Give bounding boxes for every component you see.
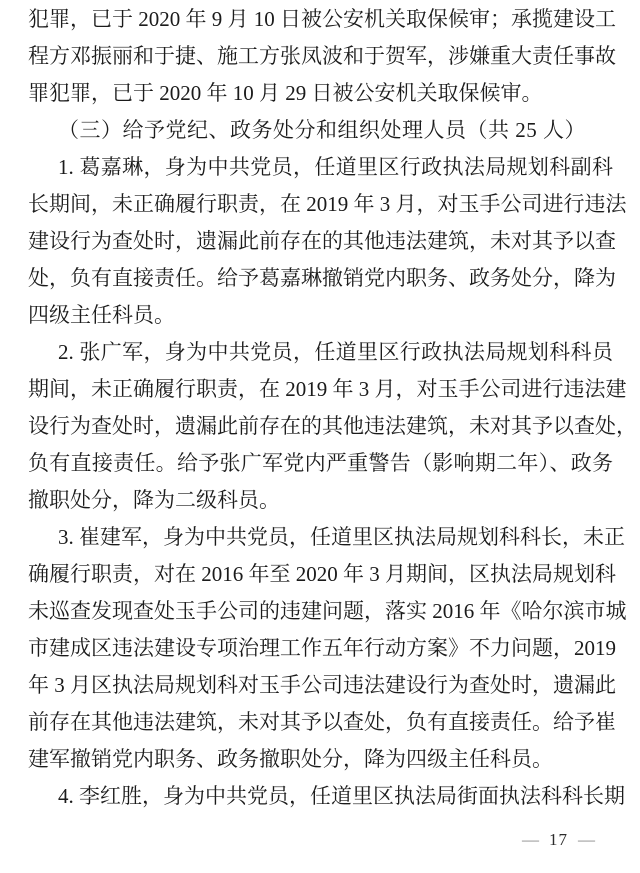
paragraph-continuation [28, 1, 616, 112]
text-line: 市建成区违法建设专项治理工作五年行动方案》不力问题，2019 [28, 636, 616, 660]
text-line: 1. 葛嘉琳，身为中共党员，任道里区行政执法局规划科副科 [58, 155, 613, 179]
paragraph-item-4 [28, 778, 625, 815]
text-line: 设行为查处时，遗漏此前存在的其他违法建筑，未对其予以查处， [28, 414, 637, 438]
page-number: 17 [549, 830, 568, 849]
text-line: 罪犯罪，已于 2020 年 10 月 29 日被公安机关取保候审。 [28, 81, 543, 105]
text-line: 期间，未正确履行职责，在 2019 年 3 月，对玉手公司进行违法建 [28, 377, 627, 401]
text-line: 负有直接责任。给予张广军党内严重警告（影响期二年）、政务 [28, 451, 613, 475]
text-line: 处，负有直接责任。给予葛嘉琳撤销党内职务、政务处分，降为 [28, 266, 616, 290]
text-line: 年 3 月区执法局规划科对玉手公司违法建设行为查处时，遗漏此 [28, 673, 616, 697]
text-line: 前存在其他违法建筑，未对其予以查处，负有直接责任。给予崔 [28, 710, 616, 734]
text-line: 未巡查发现查处玉手公司的违建问题，落实 2016 年《哈尔滨市城 [28, 599, 627, 623]
text-line: 程方邓振丽和于捷、施工方张凤波和于贺军，涉嫌重大责任事故 [28, 44, 616, 68]
page-footer [521, 829, 596, 851]
text-line: 4. 李红胜，身为中共党员，任道里区执法局街面执法科科长期 [58, 784, 625, 808]
footer-dash-right: — [578, 830, 595, 849]
text-line: 建设行为查处时，遗漏此前存在的其他违法建筑，未对其予以查 [28, 229, 616, 253]
text-line: 建军撤销党内职务、政务撤职处分，降为四级主任科员。 [28, 747, 553, 771]
section-heading [28, 112, 613, 149]
section-heading-line: （三）给予党纪、政务处分和组织处理人员（共 25 人） [58, 118, 586, 142]
page-body-text [28, 1, 637, 815]
text-line: 犯罪，已于 2020 年 9 月 10 日被公安机关取保候审；承揽建设工 [28, 7, 616, 31]
text-line: 确履行职责，对在 2016 年至 2020 年 3 月期间，区执法局规划科 [28, 562, 616, 586]
text-line: 长期间，未正确履行职责，在 2019 年 3 月，对玉手公司进行违法 [28, 192, 627, 216]
text-line: 四级主任科员。 [28, 303, 175, 327]
footer-dash-left: — [522, 830, 539, 849]
text-line: 撤职处分，降为二级科员。 [28, 488, 280, 512]
paragraph-item-3 [28, 519, 627, 778]
text-line: 3. 崔建军，身为中共党员，任道里区执法局规划科科长，未正 [58, 525, 625, 549]
paragraph-item-1 [28, 149, 627, 334]
paragraph-item-2 [28, 334, 637, 519]
text-line: 2. 张广军，身为中共党员，任道里区行政执法局规划科科员 [58, 340, 613, 364]
